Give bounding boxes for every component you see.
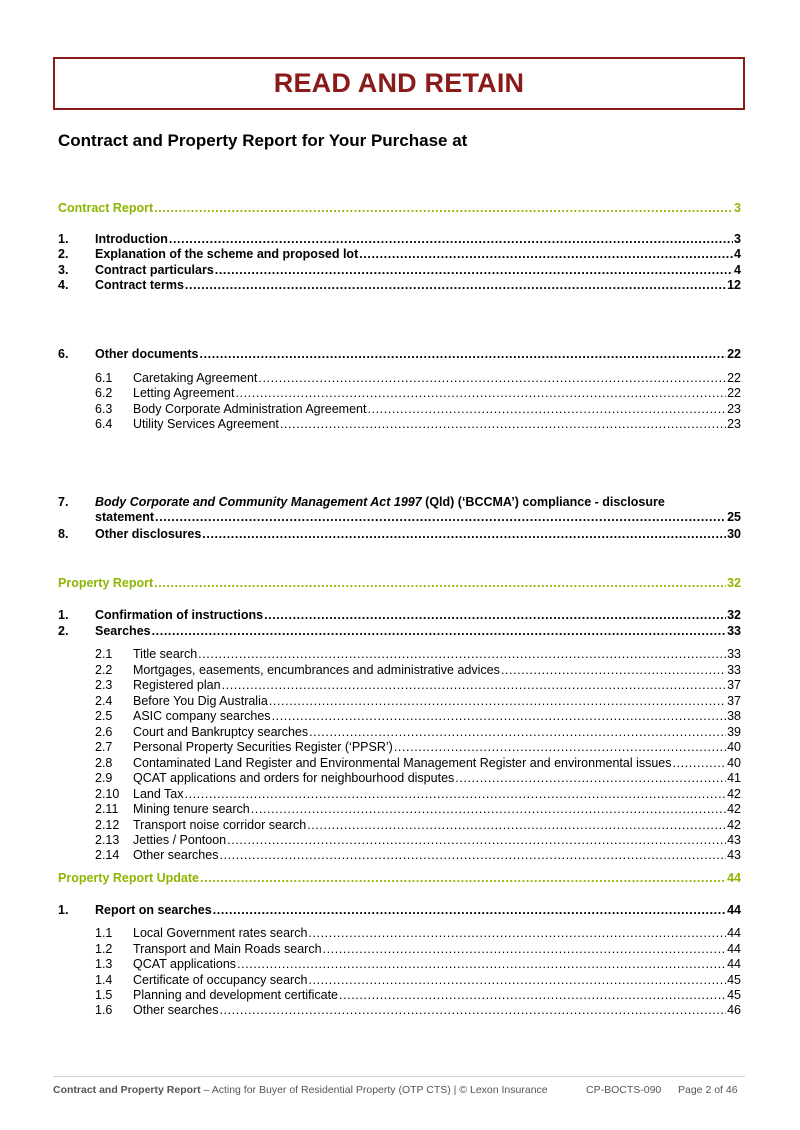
toc-entry-number: 1.6	[95, 1003, 113, 1017]
toc-entry-title: Local Government rates search	[133, 926, 308, 940]
toc-leader-dots	[213, 902, 726, 918]
toc-entry-body	[133, 847, 741, 863]
toc-entry-number: 3.	[58, 263, 69, 277]
toc-entry[interactable]	[58, 623, 741, 639]
toc-entry-title: Registered plan	[133, 678, 221, 692]
toc-entry-page: 44	[727, 926, 741, 940]
toc-entry-number: 6.1	[95, 371, 113, 385]
toc-entry-title: QCAT applications	[133, 957, 237, 971]
toc-section-heading[interactable]	[58, 575, 741, 591]
toc-leader-dots	[258, 370, 726, 386]
toc-entry[interactable]	[58, 231, 741, 247]
toc-entry-body	[95, 346, 741, 362]
footer-doc-code: CP-BOCTS-090	[586, 1084, 662, 1096]
toc-entry-title: Introduction	[95, 232, 168, 246]
toc-leader-dots	[169, 231, 733, 247]
toc-entry-body	[133, 708, 741, 724]
toc-entry-title: Transport and Main Roads search	[133, 942, 322, 956]
toc-entry-title: Other searches	[133, 848, 219, 862]
toc-leader-dots	[501, 662, 726, 678]
toc-entry-title: ASIC company searches	[133, 709, 271, 723]
toc-entry-number: 1.4	[95, 973, 113, 987]
toc-entry-number: 7.	[58, 495, 69, 509]
toc-entry-body	[133, 817, 741, 833]
toc-entry[interactable]	[58, 346, 741, 362]
toc-entry-title: Transport noise corridor search	[133, 818, 307, 832]
toc-entry[interactable]	[58, 832, 741, 848]
toc-entry-body	[133, 925, 741, 941]
toc-entry-page: 30	[727, 527, 741, 541]
toc-entry-title: Court and Bankruptcy searches	[133, 725, 309, 739]
toc-entry-title: Confirmation of instructions	[95, 608, 264, 622]
toc-leader-dots	[394, 739, 726, 755]
toc-entry-body	[133, 786, 741, 802]
toc-entry-title: Contract terms	[95, 278, 184, 292]
toc-entry-number: 1.	[58, 608, 69, 622]
toc-leader-dots	[272, 708, 727, 724]
toc-entry-number: 6.4	[95, 417, 113, 431]
banner-title: READ AND RETAIN	[273, 68, 525, 98]
read-and-retain-banner	[53, 57, 745, 110]
toc-leader-dots	[154, 575, 726, 591]
toc-entry-body	[95, 526, 741, 542]
toc-entry[interactable]	[58, 925, 741, 941]
toc-entry[interactable]	[58, 708, 741, 724]
toc-entry-body	[133, 801, 741, 817]
toc-entry-page: 4	[734, 263, 741, 277]
toc-entry-title: Jetties / Pontoon	[133, 833, 227, 847]
toc-entry[interactable]	[58, 262, 741, 278]
toc-entry-title-rest: (Qld) (‘BCCMA’) compliance - disclosure	[421, 495, 665, 509]
toc-entry-title: Property Report Update	[58, 871, 199, 885]
toc-entry-title: Land Tax	[133, 787, 184, 801]
toc-entry-page: 33	[727, 663, 741, 677]
toc-entry-title-line1	[95, 494, 665, 510]
toc-leader-dots	[307, 817, 726, 833]
toc-entry-page: 46	[727, 1003, 741, 1017]
toc-entry-number: 2.9	[95, 771, 113, 785]
toc-entry-page: 44	[727, 903, 741, 917]
toc-leader-dots	[308, 925, 726, 941]
toc-entry-body	[133, 956, 741, 972]
toc-leader-dots	[227, 832, 726, 848]
toc-leader-dots	[359, 246, 733, 262]
toc-entry-page: 44	[727, 957, 741, 971]
toc-entry-page: 3	[734, 232, 741, 246]
toc-entry-title: Before You Dig Australia	[133, 694, 268, 708]
toc-entry-body	[58, 870, 741, 886]
toc-leader-dots	[155, 509, 726, 525]
toc-entry-page: 43	[727, 833, 741, 847]
toc-entry-number: 2.10	[95, 787, 120, 801]
toc-leader-dots	[202, 526, 726, 542]
toc-entry-number: 4.	[58, 278, 69, 292]
toc-entry-body	[133, 401, 741, 417]
toc-entry-number: 2.14	[95, 848, 120, 862]
toc-entry-page: 32	[727, 608, 741, 622]
toc-entry-number: 8.	[58, 527, 69, 541]
toc-entry-number: 2.1	[95, 647, 113, 661]
toc-leader-dots	[367, 401, 726, 417]
toc-leader-dots	[673, 755, 727, 771]
toc-entry[interactable]	[58, 755, 741, 771]
toc-entry-body	[133, 987, 741, 1003]
toc-entry-title: Utility Services Agreement	[133, 417, 279, 431]
toc-leader-dots	[152, 623, 726, 639]
toc-entry-page: 39	[727, 725, 741, 739]
toc-entry-page: 45	[727, 988, 741, 1002]
toc-entry-page: 44	[727, 942, 741, 956]
toc-entry-title-line2-row	[95, 509, 741, 525]
toc-entry-number: 2.11	[95, 802, 119, 816]
toc-leader-dots	[309, 724, 726, 740]
toc-entry-title: Other searches	[133, 1003, 219, 1017]
toc-leader-dots	[251, 801, 726, 817]
toc-entry-number: 2.3	[95, 678, 113, 692]
footer-divider	[53, 1076, 745, 1077]
toc-entry[interactable]	[58, 526, 741, 542]
toc-entry[interactable]	[58, 677, 741, 693]
toc-section-heading[interactable]	[58, 870, 741, 886]
toc-entry-body	[95, 902, 741, 918]
toc-entry-title: Other disclosures	[95, 527, 202, 541]
toc-entry-number: 2.7	[95, 740, 113, 754]
toc-entry[interactable]	[58, 724, 741, 740]
toc-entry-number: 2.	[58, 624, 69, 638]
toc-entry-title: Contract Report	[58, 201, 154, 215]
toc-entry-page: 42	[727, 787, 741, 801]
toc-entry-page: 43	[727, 848, 741, 862]
toc-entry-number: 2.6	[95, 725, 113, 739]
toc-entry-title-italic: Body Corporate and Community Management Act 1997	[95, 495, 422, 509]
toc-entry-body	[133, 662, 741, 678]
toc-entry-title: Letting Agreement	[133, 386, 235, 400]
toc-leader-dots	[339, 987, 726, 1003]
toc-entry-page: 38	[727, 709, 741, 723]
toc-entry[interactable]	[58, 739, 741, 755]
toc-entry[interactable]	[58, 987, 741, 1003]
toc-entry-page: 32	[727, 576, 741, 590]
toc-leader-dots	[222, 677, 727, 693]
toc-entry-body	[133, 832, 741, 848]
toc-entry-page: 42	[727, 802, 741, 816]
toc-entry-title: Searches	[95, 624, 151, 638]
toc-leader-dots	[280, 416, 726, 432]
toc-leader-dots	[235, 385, 726, 401]
toc-leader-dots	[198, 646, 726, 662]
toc-entry-page: 40	[727, 756, 741, 770]
toc-entry-page: 4	[734, 247, 741, 261]
toc-entry-title: Report on searches	[95, 903, 212, 917]
toc-entry-title: Contract particulars	[95, 263, 214, 277]
toc-entry[interactable]	[58, 385, 741, 401]
toc-entry[interactable]	[58, 941, 741, 957]
footer-doc-title: Contract and Property Report	[53, 1084, 201, 1096]
toc-entry-body	[133, 1002, 741, 1018]
toc-entry-body	[95, 623, 741, 639]
toc-entry-number: 1.1	[95, 926, 113, 940]
toc-entry-body	[58, 200, 741, 216]
toc-entry-number: 2.2	[95, 663, 113, 677]
toc-entry-page: 3	[734, 201, 741, 215]
toc-entry-page: 33	[727, 624, 741, 638]
toc-entry-page: 23	[727, 402, 741, 416]
footer-left	[53, 1084, 548, 1096]
toc-entry[interactable]	[58, 246, 741, 262]
toc-leader-dots	[185, 786, 727, 802]
toc-entry-page: 23	[727, 417, 741, 431]
toc-entry-body	[95, 277, 741, 293]
footer-doc-desc: – Acting for Buyer of Residential Property (OTP CTS) | © Lexon Insurance	[200, 1084, 548, 1096]
toc-entry[interactable]	[58, 801, 741, 817]
toc-entry-title: Contaminated Land Register and Environmental Management Register and environmental issues	[133, 756, 672, 770]
toc-entry-body	[133, 370, 741, 386]
toc-leader-dots	[200, 870, 726, 886]
toc-entry-number: 1.2	[95, 942, 113, 956]
toc-entry-body	[95, 246, 741, 262]
toc-entry-number: 1.3	[95, 957, 113, 971]
toc-entry-number: 2.5	[95, 709, 113, 723]
toc-leader-dots	[237, 956, 726, 972]
toc-entry-body	[133, 416, 741, 432]
toc-entry-number: 1.5	[95, 988, 113, 1002]
toc-entry-body	[133, 693, 741, 709]
toc-entry-title: Planning and development certificate	[133, 988, 338, 1002]
toc-entry[interactable]	[58, 1002, 741, 1018]
toc-entry-body	[133, 755, 741, 771]
toc-entry[interactable]	[58, 370, 741, 386]
toc-section-heading[interactable]	[58, 200, 741, 216]
toc-entry-body	[133, 385, 741, 401]
toc-leader-dots	[200, 346, 727, 362]
toc-entry-number: 6.	[58, 347, 69, 361]
toc-entry-number: 2.4	[95, 694, 113, 708]
toc-entry-body	[133, 972, 741, 988]
toc-entry-body	[133, 739, 741, 755]
toc-entry[interactable]	[58, 646, 741, 662]
toc-entry[interactable]	[58, 817, 741, 833]
toc-entry[interactable]	[58, 770, 741, 786]
toc-entry-body	[133, 724, 741, 740]
toc-entry[interactable]	[58, 956, 741, 972]
toc-entry-body	[95, 231, 741, 247]
toc-entry-page: 41	[727, 771, 741, 785]
toc-leader-dots	[215, 262, 733, 278]
toc-entry-body	[95, 262, 741, 278]
toc-entry[interactable]	[58, 607, 741, 623]
toc-entry-body	[133, 770, 741, 786]
toc-entry-page: 22	[727, 347, 741, 361]
toc-entry-title: Property Report	[58, 576, 154, 590]
toc-leader-dots	[455, 770, 726, 786]
toc-entry-body	[133, 646, 741, 662]
toc-entry-title: Explanation of the scheme and proposed lot	[95, 247, 359, 261]
toc-entry-page: 22	[727, 386, 741, 400]
toc-leader-dots	[219, 1002, 726, 1018]
toc-leader-dots	[219, 847, 726, 863]
toc-entry-page: 33	[727, 647, 741, 661]
toc-leader-dots	[323, 941, 727, 957]
toc-entry-title: Body Corporate Administration Agreement	[133, 402, 367, 416]
toc-entry-body	[95, 607, 741, 623]
toc-entry[interactable]	[58, 662, 741, 678]
toc-entry[interactable]	[58, 401, 741, 417]
toc-entry[interactable]	[58, 693, 741, 709]
toc-entry-page: 37	[727, 694, 741, 708]
toc-entry-title: Mortgages, easements, encumbrances and administrative advices	[133, 663, 500, 677]
toc-entry-title-line2: statement	[95, 510, 155, 524]
page-subtitle: Contract and Property Report for Your Purchase at	[58, 131, 468, 150]
toc-entry-title: Mining tenure search	[133, 802, 250, 816]
toc-entry-body	[133, 941, 741, 957]
toc-entry-body	[133, 677, 741, 693]
toc-entry-page: 44	[727, 871, 741, 885]
toc-entry-title: Title search	[133, 647, 198, 661]
toc-entry-page: 22	[727, 371, 741, 385]
toc-entry-page: 37	[727, 678, 741, 692]
toc-entry-title: Certificate of occupancy search	[133, 973, 308, 987]
toc-entry-number: 1.	[58, 232, 69, 246]
toc-entry-number: 2.	[58, 247, 69, 261]
toc-entry-number: 6.2	[95, 386, 113, 400]
toc-entry-title: Other documents	[95, 347, 199, 361]
toc-entry[interactable]	[58, 277, 741, 293]
toc-entry-page: 45	[727, 973, 741, 987]
toc-entry-number: 2.13	[95, 833, 120, 847]
toc-entry[interactable]	[58, 847, 741, 863]
toc-entry-number: 2.12	[95, 818, 120, 832]
toc-entry-body	[58, 575, 741, 591]
toc-entry-title: Caretaking Agreement	[133, 371, 258, 385]
toc-leader-dots	[154, 200, 733, 216]
toc-leader-dots	[269, 693, 726, 709]
toc-entry[interactable]	[58, 416, 741, 432]
toc-entry-number: 6.3	[95, 402, 113, 416]
toc-entry[interactable]	[58, 972, 741, 988]
toc-leader-dots	[308, 972, 726, 988]
toc-leader-dots	[264, 607, 726, 623]
footer-page-number: Page 2 of 46	[678, 1084, 738, 1096]
toc-entry-page: 25	[727, 510, 741, 524]
toc-entry-page: 12	[727, 278, 741, 292]
toc-entry-page: 40	[727, 740, 741, 754]
toc-leader-dots	[185, 277, 726, 293]
toc-entry-page: 42	[727, 818, 741, 832]
toc-entry-number: 2.8	[95, 756, 113, 770]
toc-entry-number: 1.	[58, 903, 69, 917]
toc-entry[interactable]	[58, 902, 741, 918]
toc-entry-title: Personal Property Securities Register (‘PPSR’)	[133, 740, 393, 754]
toc-entry-title: QCAT applications and orders for neighbourhood disputes	[133, 771, 455, 785]
toc-entry[interactable]	[58, 786, 741, 802]
